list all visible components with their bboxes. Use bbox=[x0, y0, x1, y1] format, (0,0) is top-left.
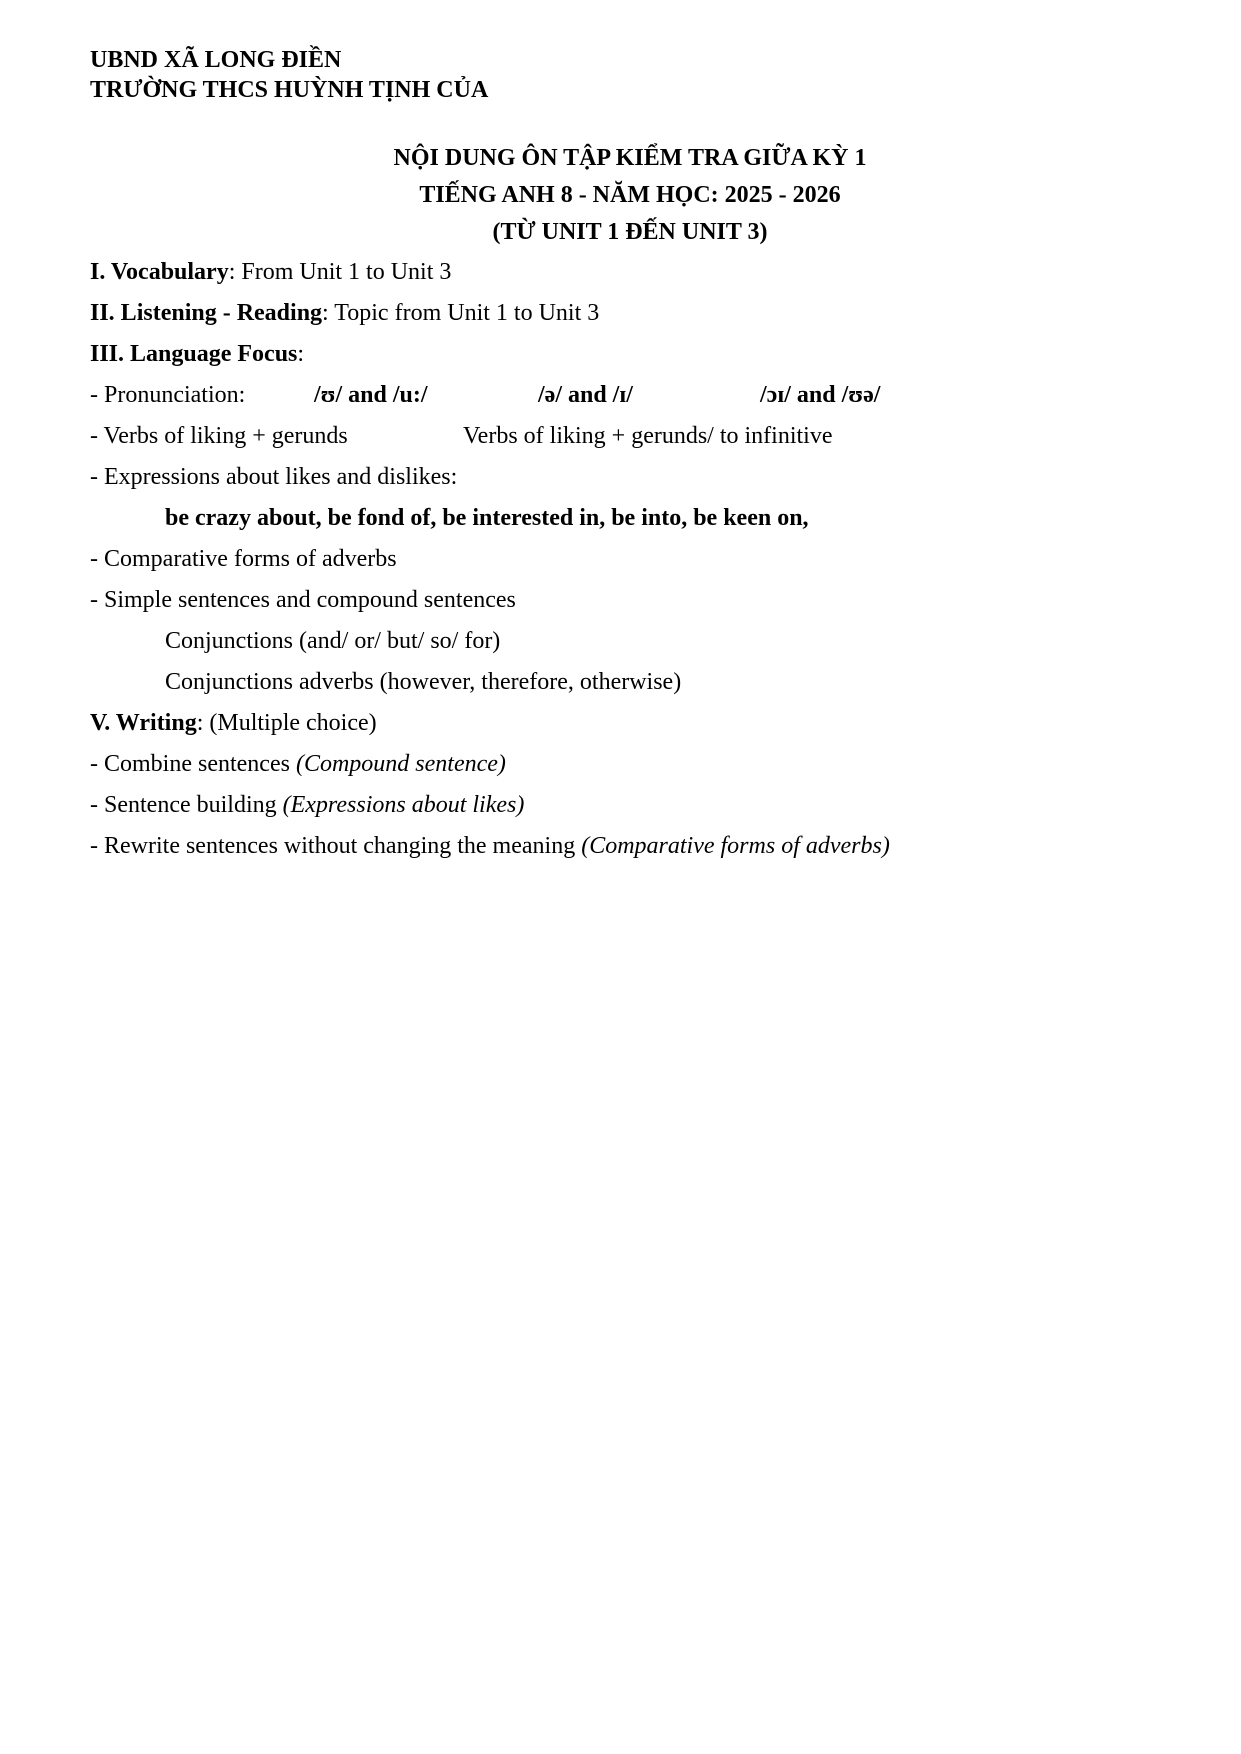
document-title bbox=[0, 140, 1241, 251]
pronunciation-pair-3: /ɔɪ/ and /ʊə/ bbox=[760, 382, 881, 408]
writing-heading: V. Writing bbox=[90, 710, 197, 736]
verbs-of-liking-1: - Verbs of liking + gerunds bbox=[90, 423, 348, 449]
title-line-1: NỘI DUNG ÔN TẬP KIỂM TRA GIỮA KỲ 1 bbox=[393, 145, 867, 171]
rewrite-note: (Comparative forms of adverbs) bbox=[581, 833, 890, 859]
combine-text: - Combine sentences bbox=[90, 751, 296, 777]
verbs-of-liking-2: Verbs of liking + gerunds/ to infinitive bbox=[463, 423, 833, 449]
conjunction-adverbs-line: Conjunctions adverbs (however, therefore, otherwise) bbox=[165, 669, 682, 695]
title-line-3: (TỪ UNIT 1 ĐẾN UNIT 3) bbox=[492, 219, 768, 245]
language-focus-line bbox=[90, 334, 1190, 375]
listening-line bbox=[90, 293, 1190, 334]
header-line-2: TRƯỜNG THCS HUỲNH TỊNH CỦA bbox=[90, 77, 489, 103]
building-line bbox=[90, 785, 1190, 826]
conjunctions-line: Conjunctions (and/ or/ but/ so/ for) bbox=[165, 628, 501, 654]
header-line-1: UBND XÃ LONG ĐIỀN bbox=[90, 47, 342, 73]
pronunciation-pair-1: /ʊ/ and /u:/ bbox=[314, 382, 428, 408]
expressions-line: - Expressions about likes and dislikes: bbox=[90, 464, 458, 490]
comparative-line: - Comparative forms of adverbs bbox=[90, 546, 397, 572]
combine-note: (Compound sentence) bbox=[295, 751, 506, 777]
rewrite-text: - Rewrite sentences without changing the meaning bbox=[90, 833, 582, 859]
writing-text: : (Multiple choice) bbox=[196, 710, 377, 736]
building-note: (Expressions about likes) bbox=[282, 792, 525, 818]
vocabulary-line bbox=[90, 252, 1190, 293]
title-line-2: TIẾNG ANH 8 - NĂM HỌC: 2025 - 2026 bbox=[419, 182, 841, 208]
writing-line bbox=[90, 703, 1190, 744]
listening-text: : Topic from Unit 1 to Unit 3 bbox=[322, 300, 600, 326]
pronunciation-pair-2: /ə/ and /ɪ/ bbox=[538, 382, 633, 408]
language-focus-colon: : bbox=[297, 341, 305, 367]
document-body bbox=[90, 252, 1190, 867]
vocabulary-text: : From Unit 1 to Unit 3 bbox=[228, 259, 452, 285]
pronunciation-line bbox=[90, 375, 1190, 416]
expressions-list: be crazy about, be fond of, be interested in, be into, be keen on, bbox=[165, 505, 809, 531]
pronunciation-label: - Pronunciation: bbox=[90, 382, 246, 408]
verbs-of-liking-line bbox=[90, 416, 1190, 457]
combine-line bbox=[90, 744, 1190, 785]
listening-heading: II. Listening - Reading bbox=[90, 300, 323, 326]
simple-sentences-line: - Simple sentences and compound sentences bbox=[90, 587, 516, 613]
building-text: - Sentence building bbox=[90, 792, 283, 818]
language-focus-heading: III. Language Focus bbox=[90, 341, 298, 367]
school-header bbox=[90, 45, 488, 105]
vocabulary-heading: I. Vocabulary bbox=[90, 259, 229, 285]
rewrite-line bbox=[90, 826, 1190, 867]
